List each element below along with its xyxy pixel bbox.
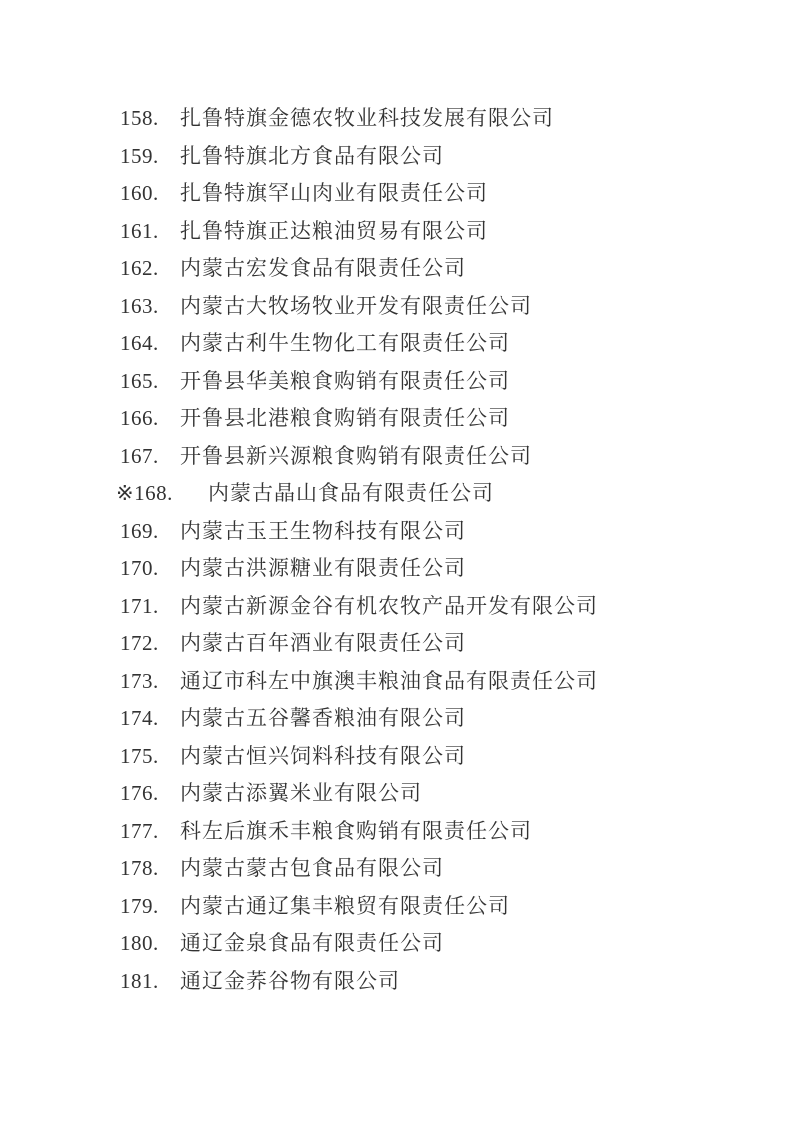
list-item-number: 181.	[120, 968, 159, 993]
company-name: 扎鲁特旗北方食品有限公司	[180, 143, 444, 168]
list-item	[120, 363, 693, 401]
company-name: 开鲁县新兴源粮食购销有限责任公司	[180, 443, 532, 468]
list-item	[120, 813, 693, 851]
company-name: 内蒙古恒兴饲料科技有限公司	[180, 743, 466, 768]
list-item	[120, 963, 693, 1001]
company-name: 内蒙古添翼米业有限公司	[180, 781, 422, 805]
list-item	[120, 550, 693, 588]
list-item-number: 160.	[120, 181, 159, 205]
list-item	[120, 325, 693, 363]
list-item-number: 159.	[120, 143, 159, 168]
company-name: 内蒙古宏发食品有限责任公司	[180, 256, 466, 280]
company-name: 内蒙古大牧场牧业开发有限责任公司	[180, 293, 532, 318]
list-item	[120, 100, 693, 138]
list-item-number: 165.	[120, 368, 159, 393]
list-item-number: 162.	[120, 256, 159, 280]
company-name: 内蒙古新源金谷有机农牧产品开发有限公司	[180, 593, 598, 618]
list-item	[120, 925, 693, 963]
list-item	[120, 700, 693, 738]
list-item-number: 166.	[120, 406, 159, 430]
list-item-number: 180.	[120, 931, 159, 955]
company-name: 内蒙古通辽集丰粮贸有限责任公司	[180, 893, 510, 918]
list-item	[120, 625, 693, 663]
list-item-number: 173.	[120, 668, 159, 693]
list-item-number: 177.	[120, 818, 159, 843]
company-name: 扎鲁特旗金德农牧业科技发展有限公司	[180, 106, 554, 130]
list-item-number: 178.	[120, 856, 159, 880]
list-item	[120, 663, 693, 701]
list-item	[120, 738, 693, 776]
company-name: 扎鲁特旗罕山肉业有限责任公司	[180, 181, 488, 205]
list-item-number: 171.	[120, 593, 159, 618]
list-item	[120, 138, 693, 176]
list-item-number: 169.	[120, 518, 159, 543]
list-item-number: 174.	[120, 706, 159, 730]
company-name: 通辽金泉食品有限责任公司	[180, 931, 444, 955]
list-item-number: 164.	[120, 331, 159, 355]
list-item	[120, 588, 693, 626]
list-item	[120, 438, 693, 476]
company-name: 开鲁县华美粮食购销有限责任公司	[180, 368, 510, 393]
list-item	[120, 513, 693, 551]
list-item-number: 163.	[120, 293, 159, 318]
company-name: 开鲁县北港粮食购销有限责任公司	[180, 406, 510, 430]
company-name: 内蒙古利牛生物化工有限责任公司	[180, 331, 510, 355]
list-item	[116, 475, 693, 513]
list-item	[120, 175, 693, 213]
list-item-number: ※168.	[116, 481, 173, 505]
list-item-number: 161.	[120, 218, 159, 243]
company-name: 扎鲁特旗正达粮油贸易有限公司	[180, 218, 488, 243]
company-name: 内蒙古洪源糖业有限责任公司	[180, 556, 466, 580]
list-item	[120, 288, 693, 326]
company-name: 内蒙古百年酒业有限责任公司	[180, 631, 466, 655]
company-name: 内蒙古晶山食品有限责任公司	[208, 481, 494, 505]
company-name: 内蒙古五谷馨香粮油有限公司	[180, 706, 466, 730]
list-item	[120, 250, 693, 288]
company-name: 内蒙古蒙古包食品有限公司	[180, 856, 444, 880]
list-item	[120, 775, 693, 813]
list-item	[120, 213, 693, 251]
list-item	[120, 400, 693, 438]
list-item-number: 175.	[120, 743, 159, 768]
list-item	[120, 850, 693, 888]
company-name: 通辽金荞谷物有限公司	[180, 968, 400, 993]
list-item-number: 172.	[120, 631, 159, 655]
list-item-number: 167.	[120, 443, 159, 468]
company-list	[116, 100, 693, 1000]
company-name: 科左后旗禾丰粮食购销有限责任公司	[180, 818, 532, 843]
list-item-number: 179.	[120, 893, 159, 918]
list-item-number: 176.	[120, 781, 159, 805]
list-item	[120, 888, 693, 926]
list-item-number: 158.	[120, 106, 159, 130]
list-item-number: 170.	[120, 556, 159, 580]
company-name: 内蒙古玉王生物科技有限公司	[180, 518, 466, 543]
company-name: 通辽市科左中旗澳丰粮油食品有限责任公司	[180, 668, 598, 693]
